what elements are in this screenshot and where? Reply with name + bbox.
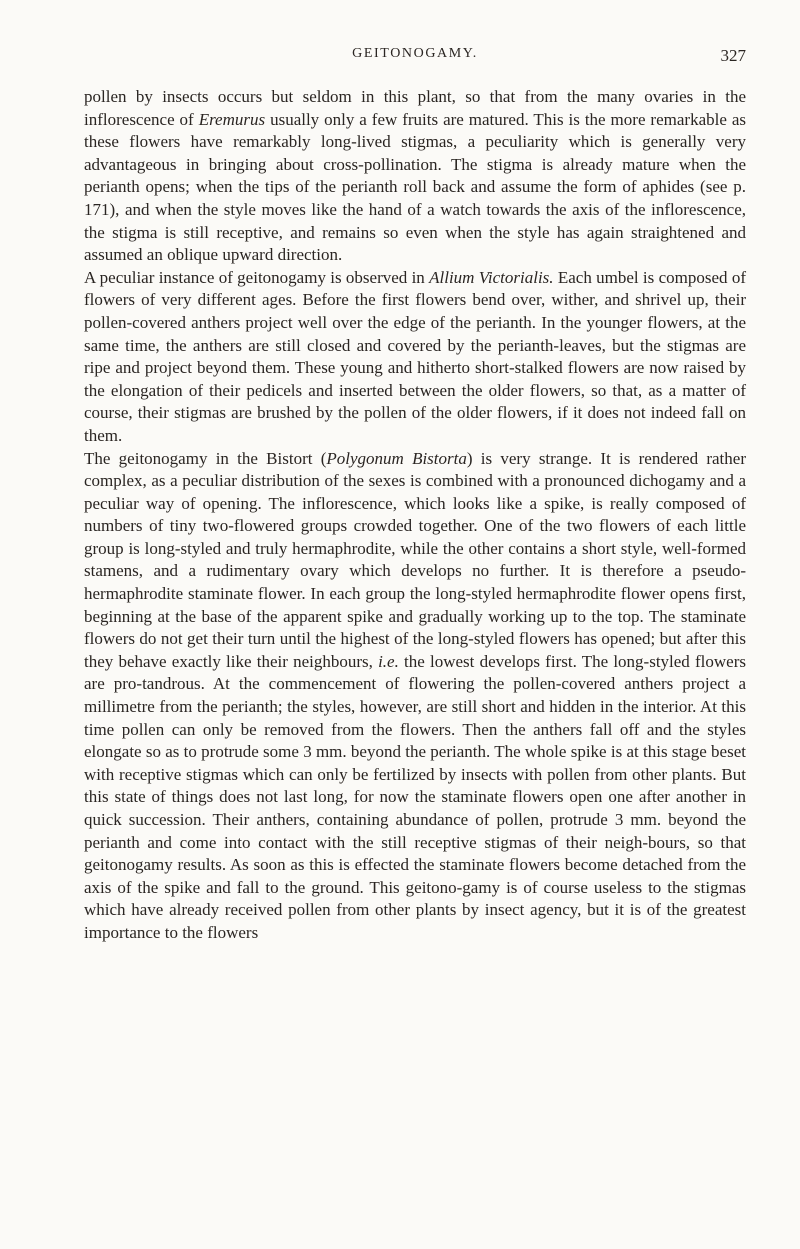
running-title: GEITONOGAMY. <box>352 46 478 61</box>
italic-taxon: Polygonum Bistorta <box>326 448 467 468</box>
paragraph-allium <box>84 267 746 448</box>
body-text <box>84 86 746 945</box>
text-run: ) is very strange. It is rendered rather complex, as a peculiar distribution of the sexes is combined with a pronounced dichogamy and a peculiar way of opening. The inflorescence, which looks like a spike, is really composed of numbers of tiny two-flowered groups crowded together. One of the two flowers of each little group is long-styled and truly hermaphrodite, while the other contains a short style, well-formed stamens, and a rudimentary ovary which develops no further. It is therefore a pseudo-hermaphrodite staminate flower. In each group the long-styled hermaphrodite flower opens first, beginning at the base of the apparent spike and gradually working up to the top. The staminate flowers do not get their turn until the highest of the long-styled flowers has opened; but after this they behave exactly like their neighbours, <box>84 448 746 671</box>
paragraph-bistort <box>84 448 746 945</box>
page-number: 327 <box>720 46 746 65</box>
text-run: usually only a few fruits are matured. This is the more remarkable as these flowers have remarkably long-lived stigmas, a peculiarity which is generally very advantageous in bringing about cross-pollination. The stigma is already mature when the perianth opens; when the tips of the perianth roll back and assume the form of aphides (see p. 171), and when the style moves like the hand of a watch towards the axis of the inflorescence, the stigma is still receptive, and remains so even when the style has again straightened and assumed an oblique upward direction. <box>84 109 746 265</box>
running-head <box>84 46 746 70</box>
text-run: the lowest develops first. The long-styled flowers are pro-tandrous. At the commencement of flowering the pollen-covered anthers project a millimetre from the perianth; the styles, however, are still short and hidden in the interior. At this time pollen can only be removed from the flowers. Then the anthers fall off and the styles elongate so as to protrude some 3 mm. beyond the perianth. The whole spike is at this stage beset with receptive stigmas which can only be fertilized by insects with pollen from other plants. But this state of things does not last long, for now the staminate flowers open one after another in quick succession. Their anthers, containing abundance of pollen, protrude 3 mm. beyond the perianth and come into contact with the still receptive stigmas of their neigh-bours, so that geitonogamy results. As soon as this is effected the staminate flowers become detached from the axis of the spike and fall to the ground. This geitono-gamy is of course useless to the stigmas which have already received pollen from other plants by insect agency, but it is of the greatest importance to the flowers <box>84 651 746 942</box>
paragraph-eremurus <box>84 86 746 267</box>
text-run: A peculiar instance of geitonogamy is observed in <box>84 267 430 287</box>
text-run: The geitonogamy in the Bistort ( <box>84 448 327 468</box>
italic-taxon: Eremurus <box>198 109 266 129</box>
italic-taxon: Allium Victorialis. <box>429 267 554 287</box>
italic-abbreviation: i.e. <box>378 651 399 671</box>
text-run: Each umbel is composed of flowers of very different ages. Before the first flowers bend over, wither, and shrivel up, their pollen-covered anthers project well over the edge of the perianth. In the younger flowers, at the same time, the anthers are still closed and covered by the perianth-leaves, but the stigmas are ripe and project beyond them. These young and hitherto short-stalked flowers are now raised by the elongation of their pedicels and inserted between the older flowers, so that, as a matter of course, their stigmas are brushed by the pollen of the older flowers, if it does not indeed fall on them. <box>84 267 746 445</box>
text-run: pollen by insects occurs but seldom in this plant, so that from the many ovaries in the inflorescence of <box>84 87 746 129</box>
